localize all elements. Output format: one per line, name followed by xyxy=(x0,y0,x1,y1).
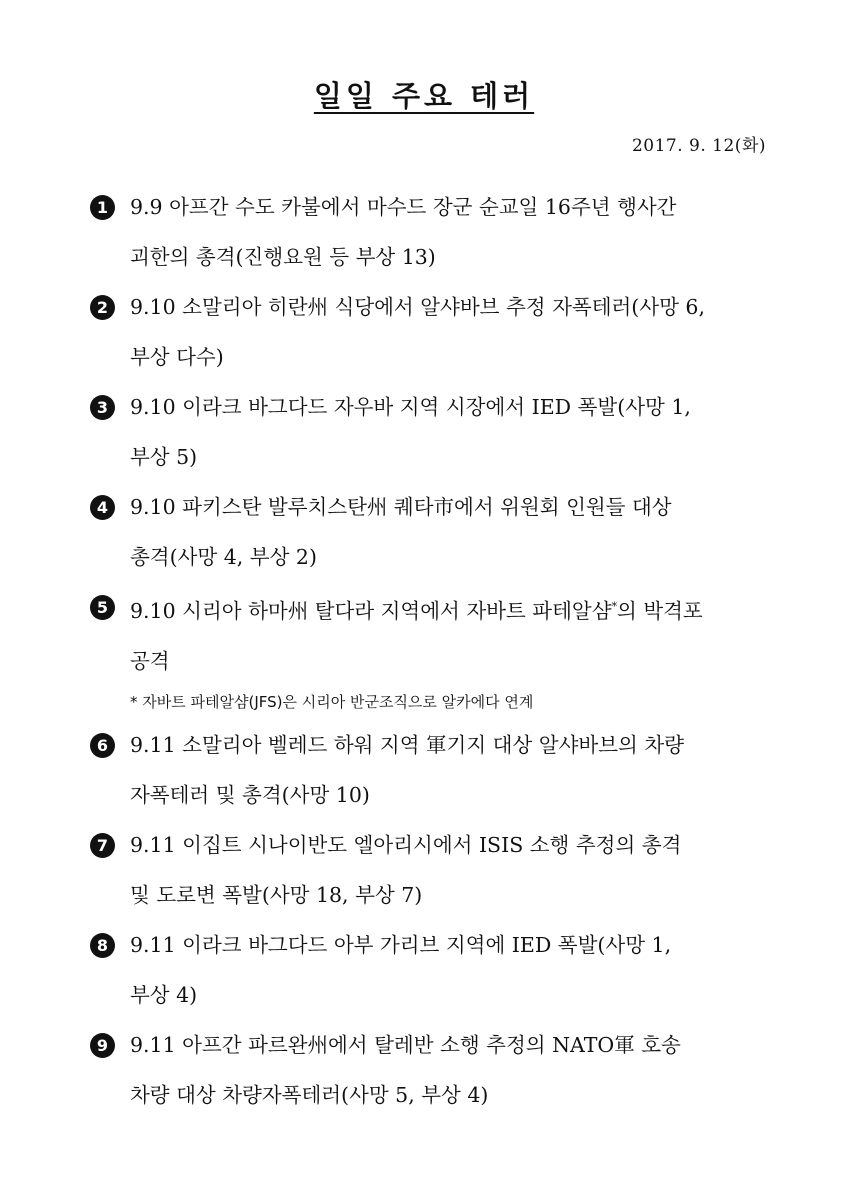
item-number-badge: 7 xyxy=(90,833,115,858)
incident-item-2 xyxy=(90,282,770,382)
item-number-badge: 3 xyxy=(90,395,115,420)
item-text: 9.11 아프간 파르완州에서 탈레반 소행 추정의 NATO軍 호송 차량 대상 차량자폭테러(사망 5, 부상 4) xyxy=(130,1032,681,1107)
incident-item-3 xyxy=(90,382,770,482)
footnote: * 자바트 파테알샴(JFS)은 시리아 반군조직으로 알카에다 연계 xyxy=(130,692,534,711)
page-title: 일일 주요 테러 xyxy=(313,79,535,113)
incident-list xyxy=(90,182,770,1120)
item-number-badge: 5 xyxy=(90,595,115,620)
incident-item-9 xyxy=(90,1020,770,1120)
incident-item-1 xyxy=(90,182,770,282)
item-number-badge: 6 xyxy=(90,733,115,758)
document-date: 2017. 9. 12(화) xyxy=(631,136,766,156)
footnote-marker: * xyxy=(611,600,617,613)
item-number-badge: 9 xyxy=(90,1033,115,1058)
item-text: 9.10 파키스탄 발루치스탄州 퀘타市에서 위원회 인원들 대상 총격(사망 4, 부상 2) xyxy=(130,495,672,569)
incident-item-6 xyxy=(90,720,770,820)
item-number-badge: 2 xyxy=(90,295,115,320)
item-text: 9.11 소말리아 벨레드 하워 지역 軍기지 대상 알샤바브의 차량 자폭테러 및 총격(사망 10) xyxy=(130,732,684,807)
item-text: 9.11 이라크 바그다드 아부 가리브 지역에 IED 폭발(사망 1, 부상 4) xyxy=(130,932,672,1007)
item-text: 9.10 소말리아 히란州 식당에서 알샤바브 추정 자폭테러(사망 6, 부상 다수) xyxy=(130,295,705,369)
item-number-badge: 4 xyxy=(90,495,115,520)
incident-item-4 xyxy=(90,482,770,582)
incident-item-8 xyxy=(90,920,770,1020)
item-text: 9.10 시리아 하마州 탈다라 지역에서 자바트 파테알샴*의 박격포 공격 xyxy=(130,598,703,673)
incident-item-5 xyxy=(90,582,770,686)
incident-item-7 xyxy=(90,820,770,920)
item-number-badge: 8 xyxy=(90,933,115,958)
item-text: 9.9 아프간 수도 카불에서 마수드 장군 순교일 16주년 행사간 괴한의 총격(진행요원 등 부상 13) xyxy=(130,195,677,269)
item-text: 9.10 이라크 바그다드 자우바 지역 시장에서 IED 폭발(사망 1, 부상 5) xyxy=(130,395,691,469)
item-text: 9.11 이집트 시나이반도 엘아리시에서 ISIS 소행 추정의 총격 및 도로변 폭발(사망 18, 부상 7) xyxy=(130,832,682,907)
item-number-badge: 1 xyxy=(90,195,115,220)
